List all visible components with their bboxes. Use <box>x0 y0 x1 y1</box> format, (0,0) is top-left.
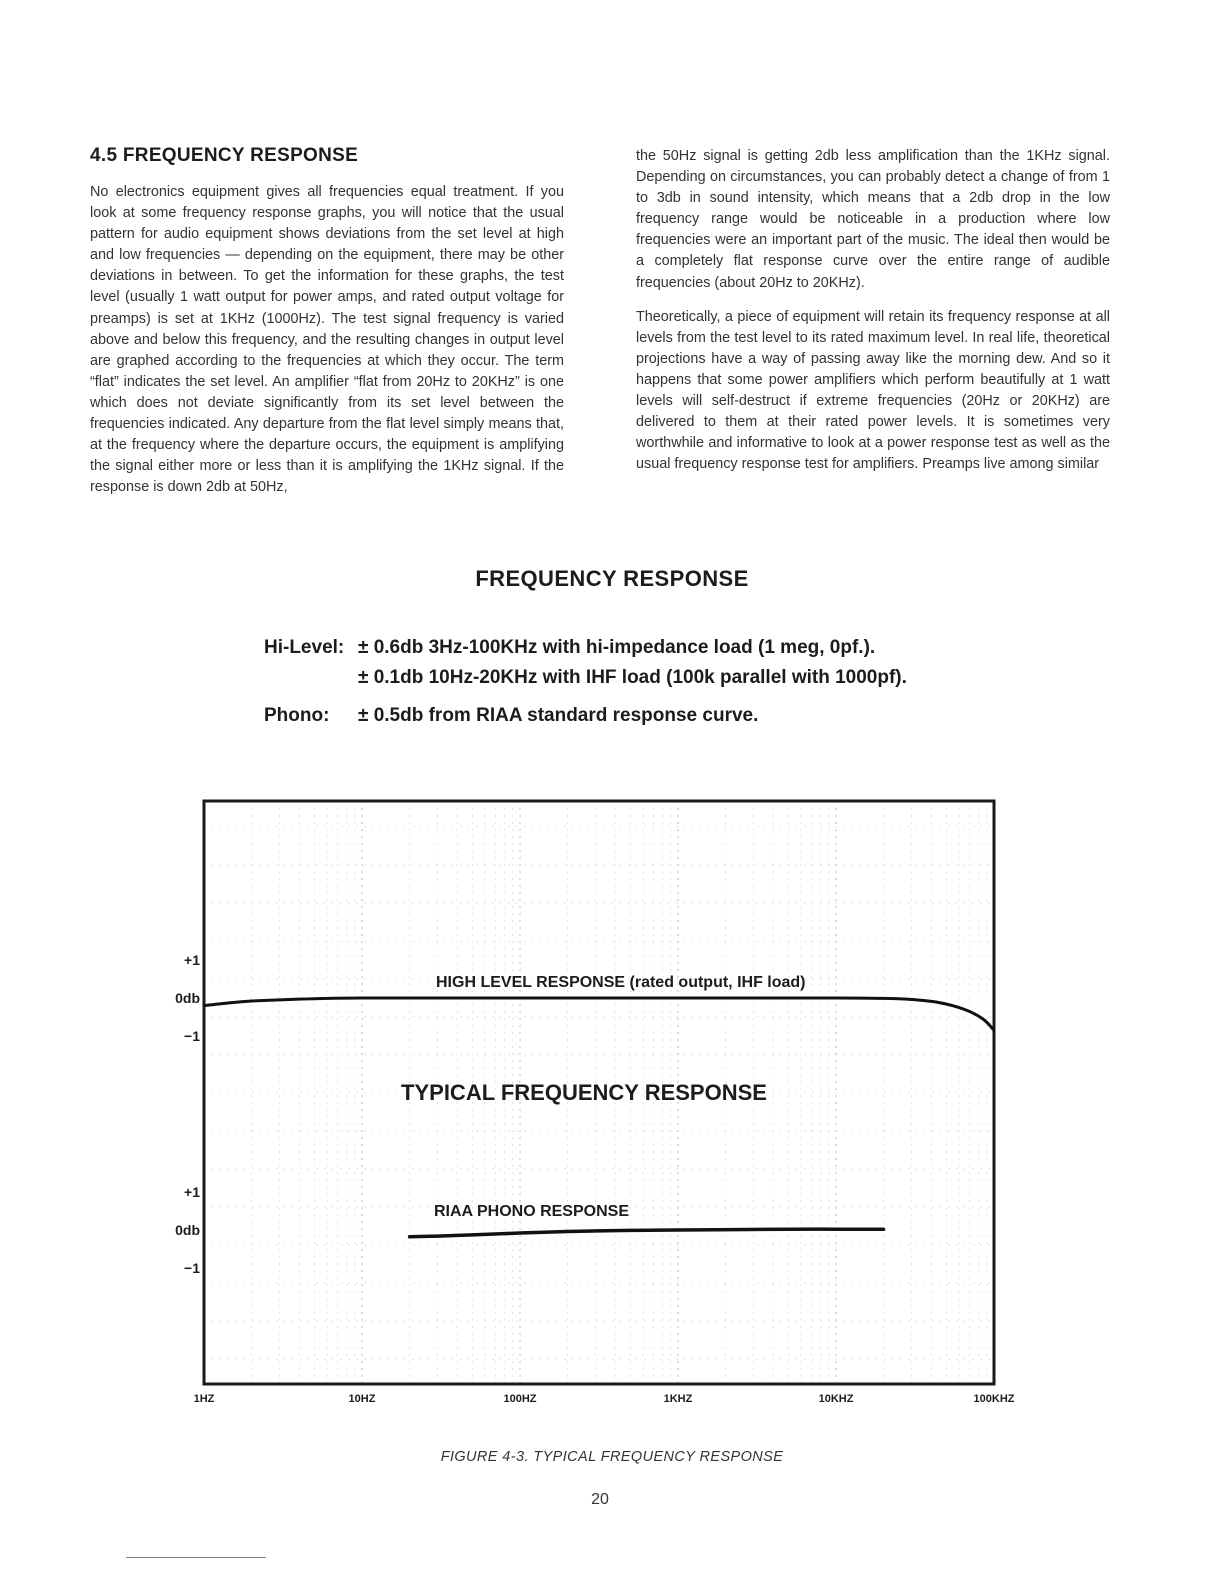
left-paragraph: No electronics equipment gives all frequencies equal treatment. If you look at some frequency response graphs, you will notice that the usual pattern for audio equipment shows deviations from the set level at high and low frequencies — depending on the equipment, there may be other deviations in between. To get the information for these graphs, the test level (usually 1 watt output for power amps, and rated output voltage for preamps) is set at 1KHz (1000Hz). The test signal frequency is varied above and below this frequency, and the resulting changes in output level are graphed according to the frequencies at which they occur. The term “flat” indicates the set level. An amplifier “flat from 20Hz to 20KHz” is one which does not deviate significantly from its set level between the frequencies indicated. Any departure from the flat level simply means that, at the frequency where the departure occurs, the equipment is amplifying the signal either more or less than it is amplifying the 1KHz signal. If the response is down 2db at 50Hz, <box>90 184 564 496</box>
right-paragraph: Theoretically, a piece of equipment will retain its frequency response at all levels from the test level to its rated maximum level. In real life, theoretical projections have a way of passing away like the morning dew. And so it happens that some power amplifiers which perform beautifully at 1 watt levels will self-destruct if extreme frequencies (20Hz or 20KHz) are delivered to them at their rated power levels. It is sometimes very worthwhile and informative to look at a power response test as well as the usual frequency response test for amplifiers. Preamps live among similar <box>636 308 1110 473</box>
riaa-series-label: RIAA PHONO RESPONSE <box>434 1203 629 1220</box>
y-axis-labels <box>175 952 200 1276</box>
section-heading: 4.5 FREQUENCY RESPONSE <box>90 145 359 166</box>
left-column <box>90 182 564 511</box>
chart-title: TYPICAL FREQUENCY RESPONSE <box>401 1080 767 1105</box>
x-tick-label: 100KHZ <box>973 1393 1015 1405</box>
x-tick-label: 1HZ <box>193 1393 215 1405</box>
specs-title: FREQUENCY RESPONSE <box>475 566 749 591</box>
right-column <box>636 146 1110 488</box>
y-tick-label: −1 <box>184 1260 200 1276</box>
y-tick-label: +1 <box>184 1184 200 1200</box>
phono-spec: ± 0.5db from RIAA standard response curve. <box>358 705 759 726</box>
y-tick-label: −1 <box>184 1028 200 1044</box>
y-tick-label: 0db <box>175 1222 200 1238</box>
x-tick-label: 10KHZ <box>818 1393 854 1405</box>
hi-level-label: Hi-Level: <box>264 637 345 658</box>
chart-grid <box>204 801 994 1384</box>
x-tick-label: 1KHZ <box>663 1393 693 1405</box>
y-tick-label: 0db <box>175 990 200 1006</box>
hi-level-spec-1: ± 0.6db 3Hz-100KHz with hi-impedance load (1 meg, 0pf.). <box>358 637 876 658</box>
x-axis-labels <box>194 1393 1015 1405</box>
figure-caption: FIGURE 4-3. TYPICAL FREQUENCY RESPONSE <box>440 1449 784 1465</box>
y-tick-label: +1 <box>184 952 200 968</box>
page-number: 20 <box>591 1491 609 1508</box>
chart-curves <box>204 998 994 1237</box>
phono-label: Phono: <box>264 705 330 726</box>
chart-frame <box>204 801 994 1384</box>
footer-rule <box>126 1557 266 1558</box>
x-tick-label: 100HZ <box>503 1393 537 1405</box>
high-level-series-label: HIGH LEVEL RESPONSE (rated output, IHF load) <box>436 974 806 991</box>
hi-level-spec-2: ± 0.1db 10Hz-20KHz with IHF load (100k parallel with 1000pf). <box>358 667 907 688</box>
riaa-phono-response-line <box>410 1229 884 1237</box>
x-tick-label: 10HZ <box>348 1393 376 1405</box>
high-level-response-line <box>204 998 994 1030</box>
right-paragraph: the 50Hz signal is getting 2db less amplification than the 1KHz signal. Depending on circumstances, you can probably detect a change of from 1 to 3db in sound intensity, which means that a 2db drop in the low frequency range would be noticeable in a production where low frequencies were an important part of the music. The ideal then would be a completely flat response curve over the entire range of audible frequencies (about 20Hz to 20KHz). <box>636 148 1110 291</box>
